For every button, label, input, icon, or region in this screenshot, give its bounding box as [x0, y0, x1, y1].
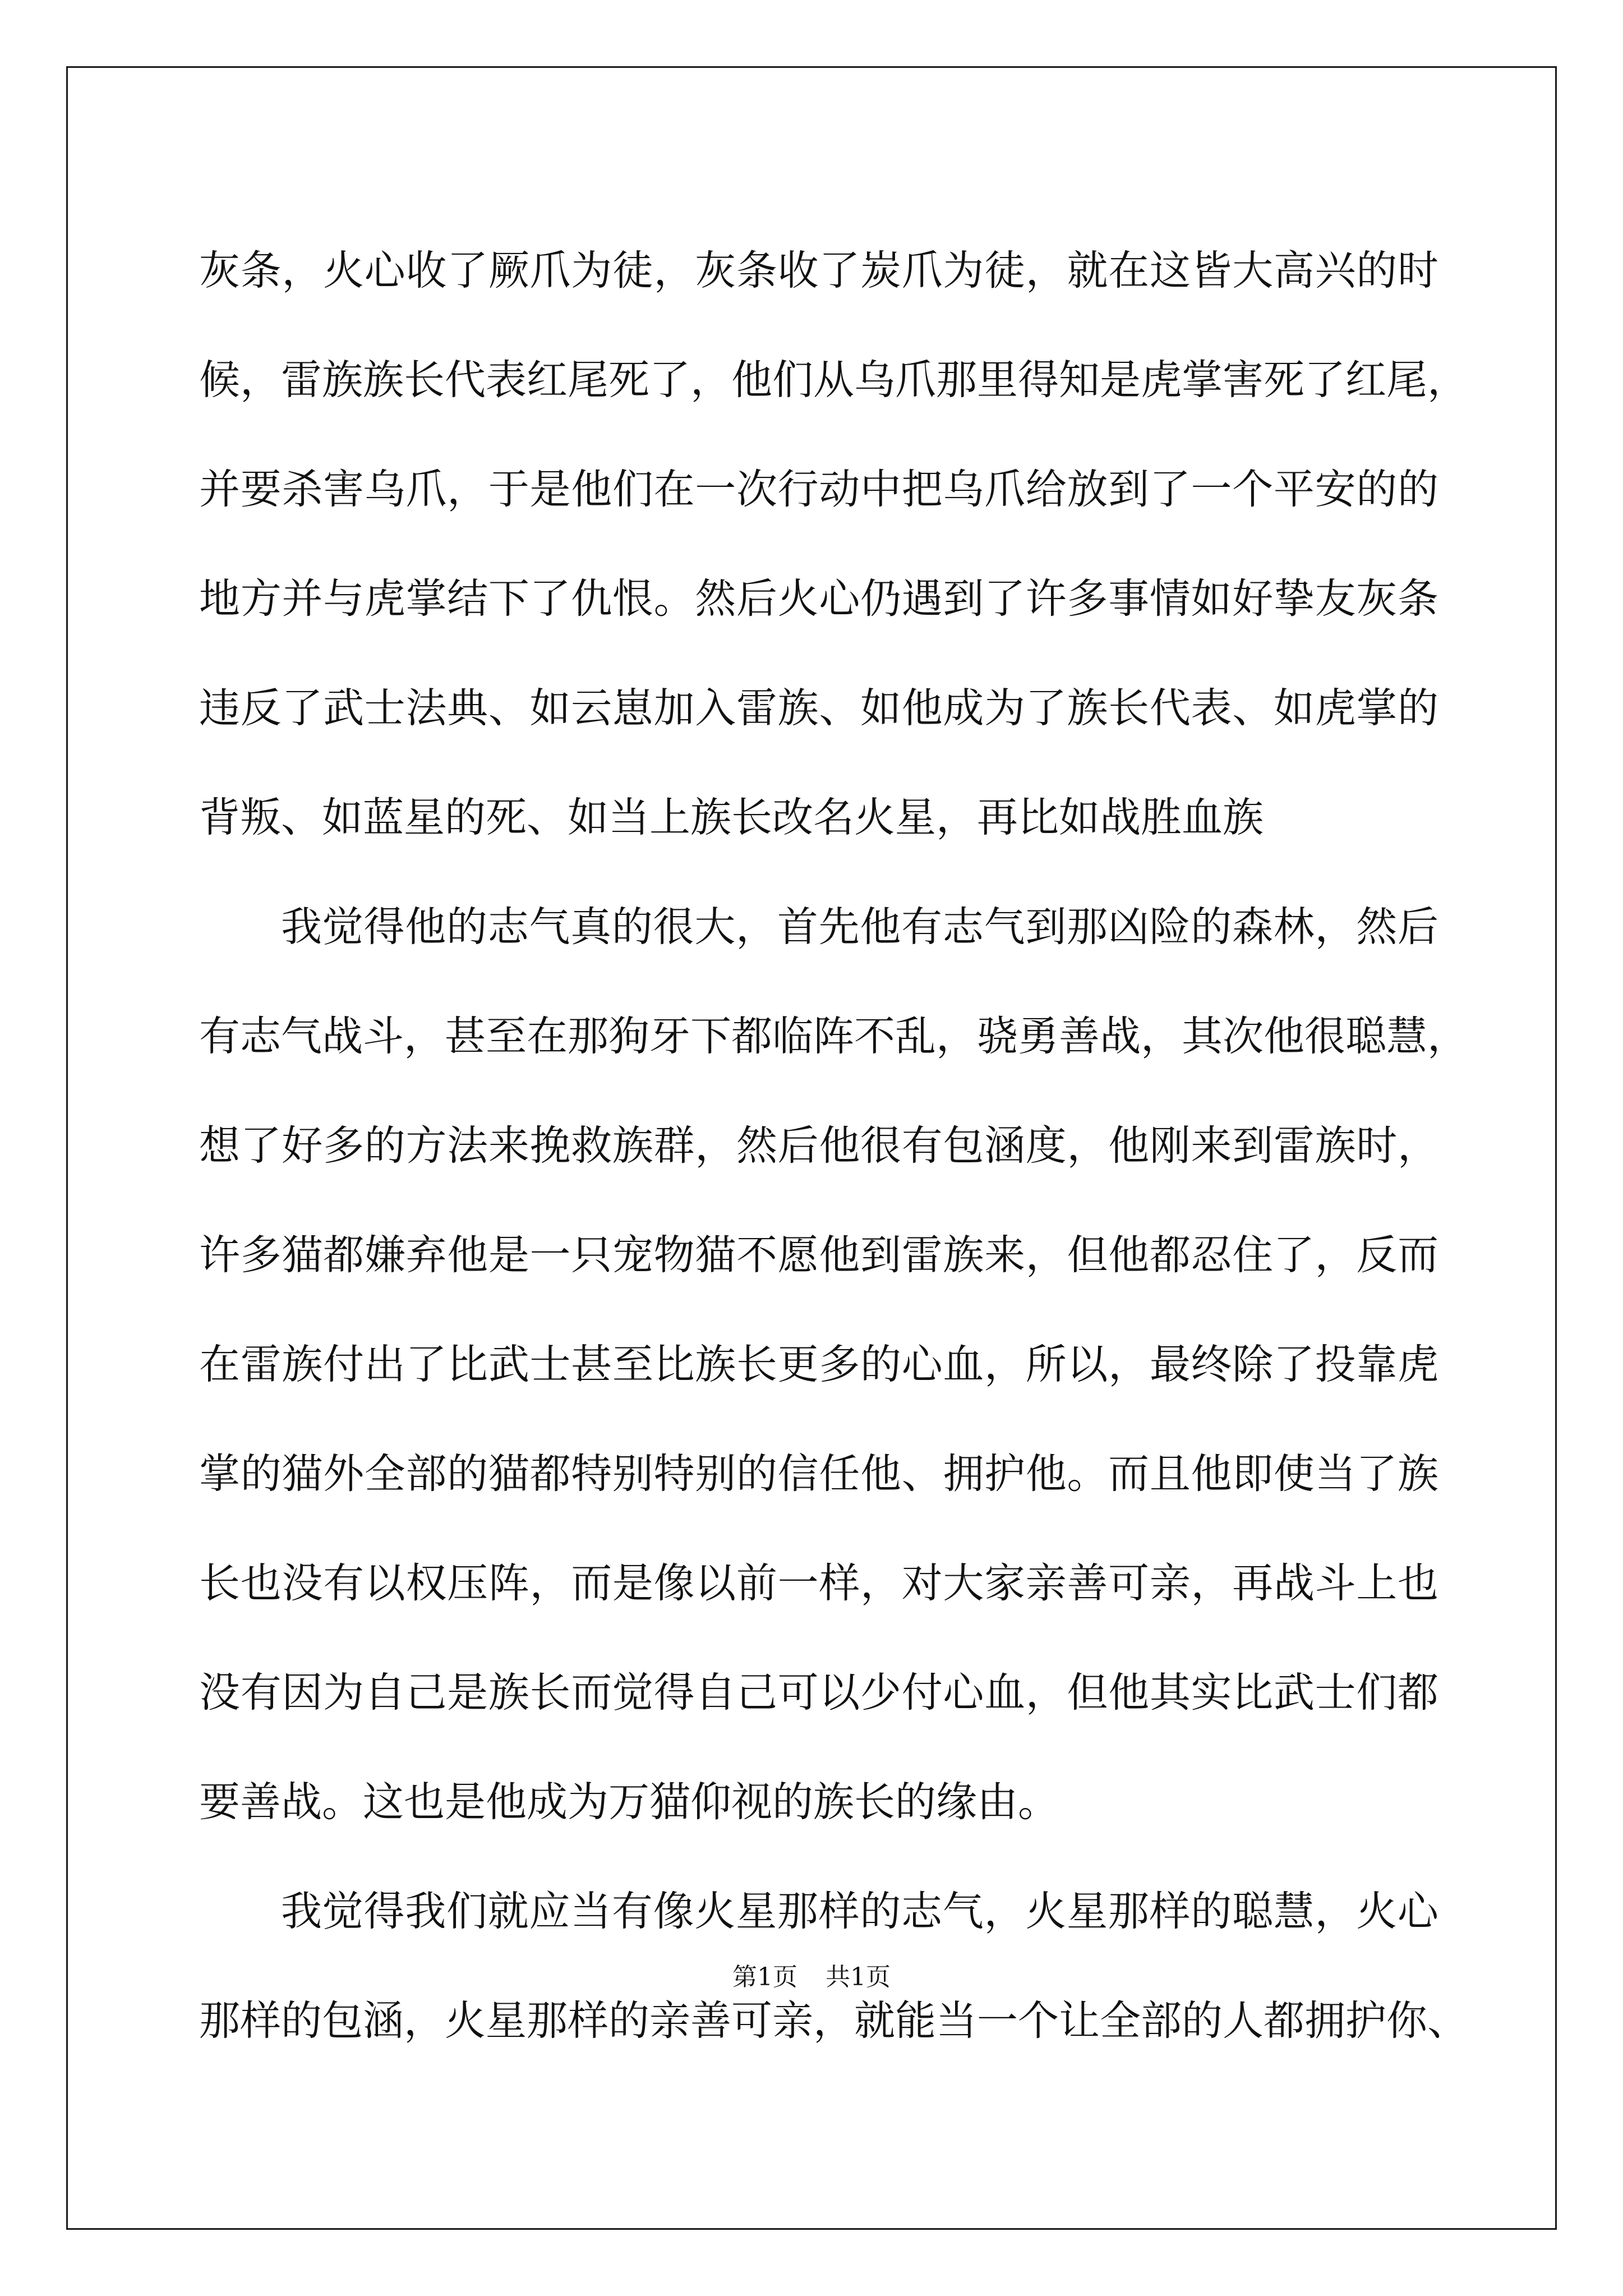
page-number-current: 第1页 [732, 1963, 797, 1991]
text-line: 许多猫都嫌弃他是一只宠物猫不愿他到雷族来，但他都忍住了，反而 [199, 1231, 1438, 1279]
text-line: 长也没有以权压阵，而是像以前一样，对大家亲善可亲，再战斗上也 [199, 1559, 1438, 1607]
text-line: 没有因为自己是族长而觉得自己可以少付心血，但他其实比武士们都 [199, 1669, 1438, 1717]
text-line: 我觉得我们就应当有像火星那样的志气，火星那样的聪慧，火心 [281, 1888, 1438, 1935]
page-footer [0, 1957, 1623, 1993]
text-line: 候，雷族族长代表红尾死了，他们从乌爪那里得知是虎掌害死了红尾， [199, 356, 1468, 404]
text-line: 有志气战斗，甚至在那狗牙下都临阵不乱，骁勇善战，其次他很聪慧， [199, 1013, 1468, 1060]
page-number-total: 共1页 [826, 1963, 891, 1991]
text-line: 违反了武士法典、如云崽加入雷族、如他成为了族长代表、如虎掌的 [199, 684, 1438, 732]
text-line: 掌的猫外全部的猫都特别特别的信任他、拥护他。而且他即使当了族 [199, 1450, 1438, 1498]
document-body [199, 216, 1468, 2076]
text-line: 要善战。这也是他成为万猫仰视的族长的缘由。 [199, 1778, 1059, 1826]
text-line: 并要杀害乌爪，于是他们在一次行动中把乌爪给放到了一个平安的的 [199, 466, 1438, 513]
text-line: 背叛、如蓝星的死、如当上族长改名火星，再比如战胜血族 [199, 794, 1264, 841]
text-line: 地方并与虎掌结下了仇恨。然后火心仍遇到了许多事情如好挚友灰条 [199, 575, 1438, 623]
text-line: 灰条，火心收了厥爪为徒，灰条收了炭爪为徒，就在这皆大高兴的时 [199, 247, 1438, 295]
text-line: 我觉得他的志气真的很大，首先他有志气到那凶险的森林，然后 [281, 903, 1438, 951]
text-line: 想了好多的方法来挽救族群，然后他很有包涵度，他刚来到雷族时， [199, 1122, 1438, 1170]
text-line: 那样的包涵，火星那样的亲善可亲，就能当一个让全部的人都拥护你、 [199, 1997, 1468, 2045]
text-line: 在雷族付出了比武士甚至比族长更多的心血，所以，最终除了投靠虎 [199, 1341, 1438, 1388]
